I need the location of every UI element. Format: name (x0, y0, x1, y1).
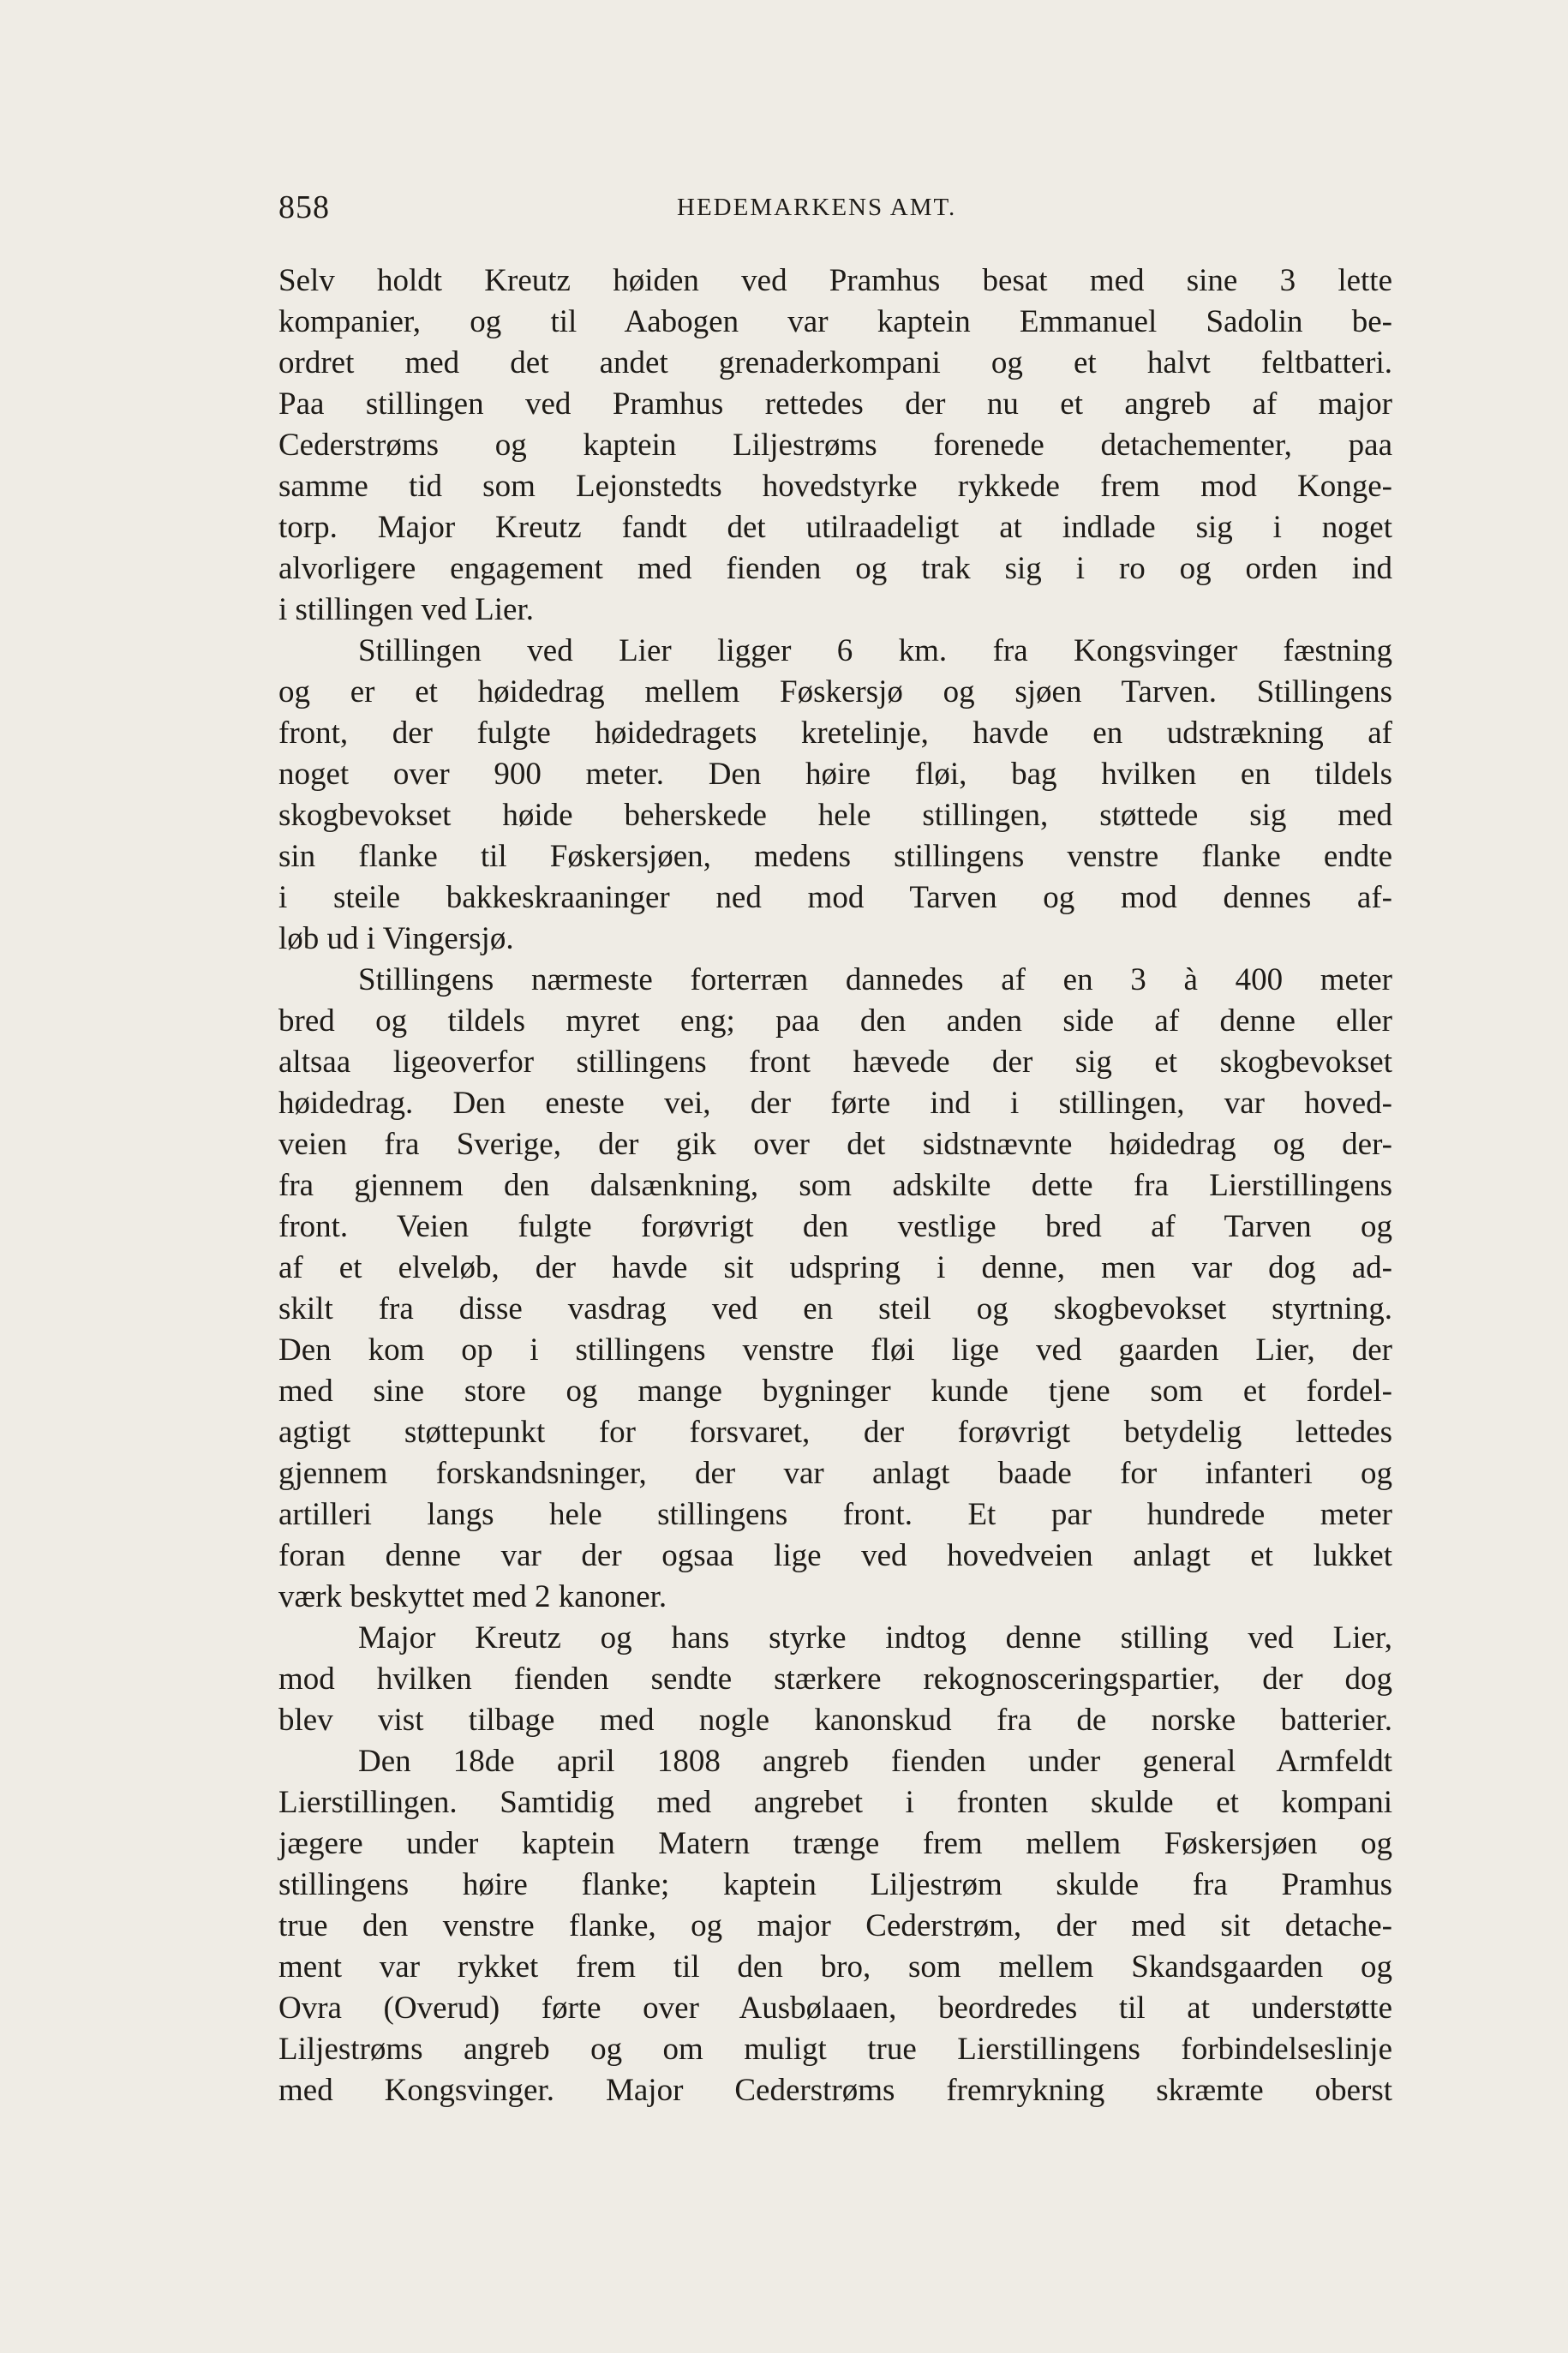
text-line: kompanier, og til Aabogen var kaptein Emmanuel Sadolin be- (278, 304, 1392, 339)
text-line: med Kongsvinger. Major Cederstrøms fremrykning skræmte oberst (278, 2073, 1392, 2108)
text-line: af et elveløb, der havde sit udspring i denne, men var dog ad- (278, 1250, 1392, 1285)
text-line: Stillingen ved Lier ligger 6 km. fra Kongsvinger fæstning (358, 633, 1392, 668)
text-line: Den 18de april 1808 angreb fienden under general Armfeldt (358, 1744, 1392, 1779)
text-line: altsaa ligeoverfor stillingens front hævede der sig et skogbevokset (278, 1045, 1392, 1080)
text-line: samme tid som Lejonstedts hovedstyrke rykkede frem mod Konge- (278, 469, 1392, 504)
text-line: gjennem forskandsninger, der var anlagt baade for infanteri og (278, 1456, 1392, 1491)
text-line: Lierstillingen. Samtidig med angrebet i fronten skulde et kompani (278, 1785, 1392, 1820)
text-line: ordret med det andet grenaderkompani og et halvt feltbatteri. (278, 345, 1392, 380)
text-line: foran denne var der ogsaa lige ved hovedveien anlagt et lukket (278, 1538, 1392, 1573)
text-line: agtigt støttepunkt for forsvaret, der forøvrigt betydelig lettedes (278, 1415, 1392, 1450)
text-line: Den kom op i stillingens venstre fløi lige ved gaarden Lier, der (278, 1332, 1392, 1368)
text-line: noget over 900 meter. Den høire fløi, bag hvilken en tildels (278, 757, 1392, 792)
text-line: bred og tildels myret eng; paa den anden side af denne eller (278, 1003, 1392, 1039)
text-line: skilt fra disse vasdrag ved en steil og skogbevokset styrtning. (278, 1291, 1392, 1326)
page-number: 858 (278, 189, 330, 225)
text-line: med sine store og mange bygninger kunde tjene som et fordel- (278, 1374, 1392, 1409)
body-text (278, 260, 1392, 2111)
text-line: true den venstre flanke, og major Cederstrøm, der med sit detache- (278, 1908, 1392, 1943)
text-line: Paa stillingen ved Pramhus rettedes der nu et angreb af major (278, 386, 1392, 422)
text-line: alvorligere engagement med fienden og trak sig i ro og orden ind (278, 551, 1392, 586)
text-line: værk beskyttet med 2 kanoner. (278, 1579, 667, 1614)
text-line: ment var rykket frem til den bro, som mellem Skandsgaarden og (278, 1949, 1392, 1985)
text-line: Stillingens nærmeste forterræn dannedes af en 3 à 400 meter (358, 962, 1392, 997)
text-line: i stillingen ved Lier. (278, 592, 535, 627)
text-line: i steile bakkeskraaninger ned mod Tarven og mod dennes af- (278, 880, 1392, 915)
text-line: Ovra (Overud) førte over Ausbølaaen, beordredes til at understøtte (278, 1991, 1392, 2026)
text-line: skogbevokset høide beherskede hele stillingen, støttede sig med (278, 798, 1392, 833)
text-line: fra gjennem den dalsænkning, som adskilte dette fra Lierstillingens (278, 1168, 1392, 1203)
text-line: stillingens høire flanke; kaptein Liljestrøm skulde fra Pramhus (278, 1867, 1392, 1902)
text-line: Cederstrøms og kaptein Liljestrøms forenede detachementer, paa (278, 428, 1392, 463)
text-line: front, der fulgte høidedragets kretelinje, havde en udstrækning af (278, 715, 1392, 751)
text-line: torp. Major Kreutz fandt det utilraadeligt at indlade sig i noget (278, 510, 1392, 545)
running-head: HEDEMARKENS AMT. (677, 194, 957, 221)
text-line: høidedrag. Den eneste vei, der førte ind i stillingen, var hoved- (278, 1086, 1392, 1121)
text-line: og er et høidedrag mellem Føskersjø og sjøen Tarven. Stillingens (278, 674, 1392, 709)
text-line: artilleri langs hele stillingens front. Et par hundrede meter (278, 1497, 1392, 1532)
text-line: Selv holdt Kreutz høiden ved Pramhus besat med sine 3 lette (278, 263, 1392, 298)
page-header (278, 189, 1392, 231)
text-line: blev vist tilbage med nogle kanonskud fra de norske batterier. (278, 1703, 1392, 1738)
text-line: jægere under kaptein Matern trænge frem mellem Føskersjøen og (278, 1826, 1392, 1861)
text-line: løb ud i Vingersjø. (278, 921, 514, 956)
text-line: veien fra Sverige, der gik over det sidstnævnte høidedrag og der- (278, 1127, 1392, 1162)
text-line: front. Veien fulgte forøvrigt den vestlige bred af Tarven og (278, 1209, 1392, 1244)
text-line: Major Kreutz og hans styrke indtog denne stilling ved Lier, (358, 1620, 1392, 1655)
text-line: mod hvilken fienden sendte stærkere rekognosceringspartier, der dog (278, 1661, 1392, 1697)
text-line: sin flanke til Føskersjøen, medens stillingens venstre flanke endte (278, 839, 1392, 874)
text-line: Liljestrøms angreb og om muligt true Lierstillingens forbindelseslinje (278, 2032, 1392, 2067)
